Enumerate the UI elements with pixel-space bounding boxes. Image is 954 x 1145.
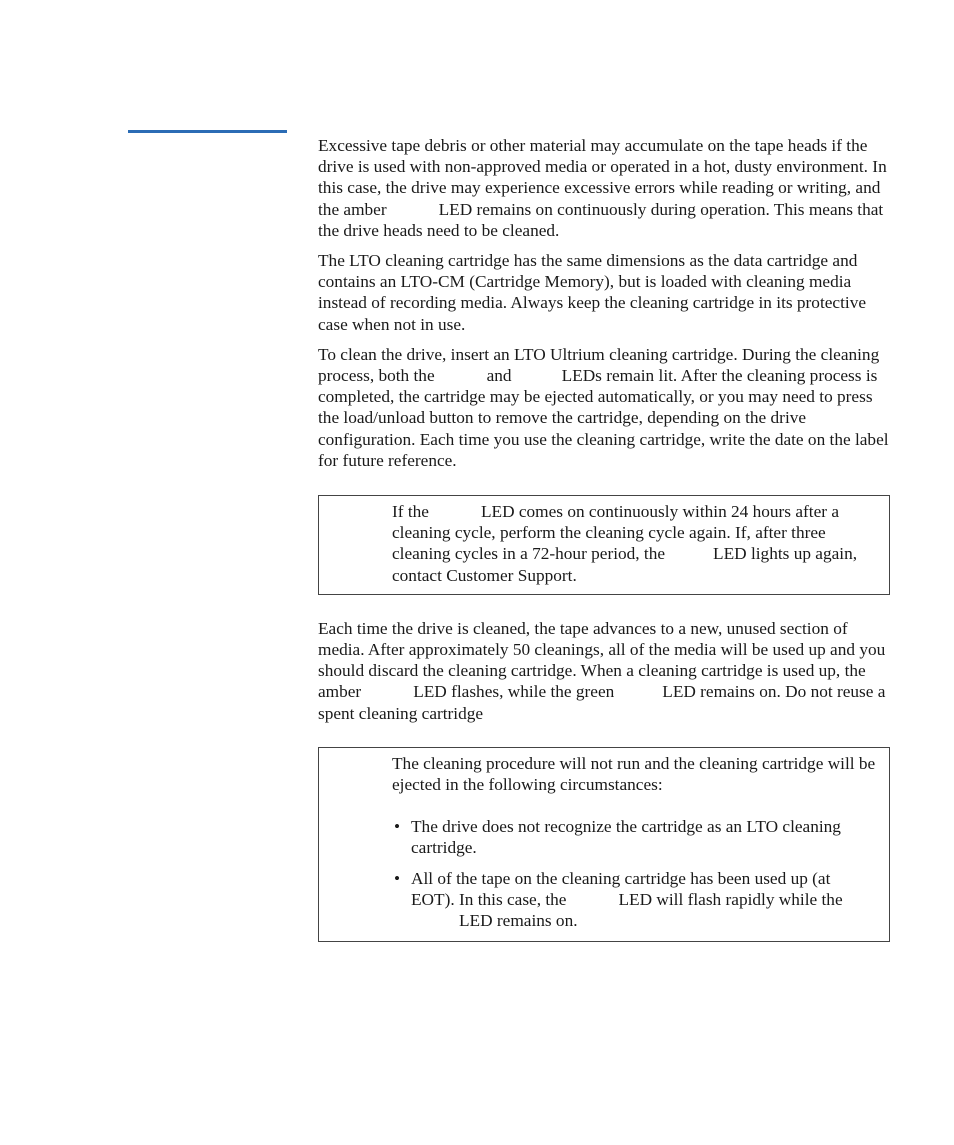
caution-list xyxy=(392,816,877,931)
note-text xyxy=(392,501,877,586)
caution-intro: The cleaning procedure will not run and the cleaning cartridge will be ejected in the following circumstances: xyxy=(392,753,876,795)
note-text-a: If the xyxy=(392,502,429,522)
cartridge-paragraph: The LTO cleaning cartridge has the same dimensions as the data cartridge and contains an LTO-CM (Cartridge Memory), but is loaded with cleaning media instead of recording media. Always keep the cleaning cartridge in its protective case when not in use. xyxy=(318,251,867,334)
section-rule xyxy=(128,130,287,133)
main-content xyxy=(318,135,890,965)
caution-list-item xyxy=(392,816,877,858)
clean-text-c: LEDs remain lit. After the cleaning process is completed, the cartridge may be ejected automatically, or you may need to press the load/unload button to remove the cartridge, depending on the drive configuration. Each time you use the cleaning cartridge, write the date on the label for future reference. xyxy=(318,366,889,470)
advance-text-c: LED remains on. Do not reuse a spent cleaning cartridge xyxy=(318,682,886,723)
caution-list-item xyxy=(392,868,877,932)
intro-paragraph xyxy=(318,135,890,241)
caution-item-text-b: LED will flash rapidly while the xyxy=(618,889,843,909)
clean-paragraph xyxy=(318,344,890,471)
clean-text-b: and xyxy=(486,366,512,386)
caution-item-text: The drive does not recognize the cartridge as an LTO cleaning cartridge. xyxy=(411,817,841,858)
intro-text-a: Excessive tape debris or other material may accumulate on the tape heads if the drive is used with non-approved media or operated in a hot, dusty environment. In this case, the drive may experience excessive errors while reading or writing, and the amber xyxy=(318,136,887,219)
advance-text-a: Each time the drive is cleaned, the tape advances to a new, unused section of media. After approximately 50 cleanings, all of the media will be used up and you should discard the cleaning cartridge. When a cleaning cartridge is used up, the amber xyxy=(318,618,886,702)
caution-item-text-a: All of the tape on the cleaning cartridge has been used up (at EOT). In this case, the xyxy=(411,868,831,909)
bullet-icon: • xyxy=(394,868,401,888)
note-text-c: LED lights up again, contact Customer Support. xyxy=(392,544,858,585)
advance-paragraph xyxy=(318,618,890,724)
clean-text-a: To clean the drive, insert an LTO Ultrium cleaning cartridge. During the cleaning process, both the xyxy=(318,344,880,386)
advance-text-b: LED flashes, while the green xyxy=(413,682,615,702)
intro-text-b: LED remains on continuously during operation. This means that the drive heads need to be cleaned. xyxy=(318,199,884,240)
note-text-b: LED comes on continuously within 24 hours after a cleaning cycle, perform the cleaning cycle again. If, after three cleaning cycles in a 72-hour period, the xyxy=(392,502,839,564)
note-box xyxy=(318,495,890,595)
caution-item-text-c: LED remains on. xyxy=(459,911,578,931)
caution-box xyxy=(318,747,890,942)
bullet-icon: • xyxy=(394,817,401,837)
